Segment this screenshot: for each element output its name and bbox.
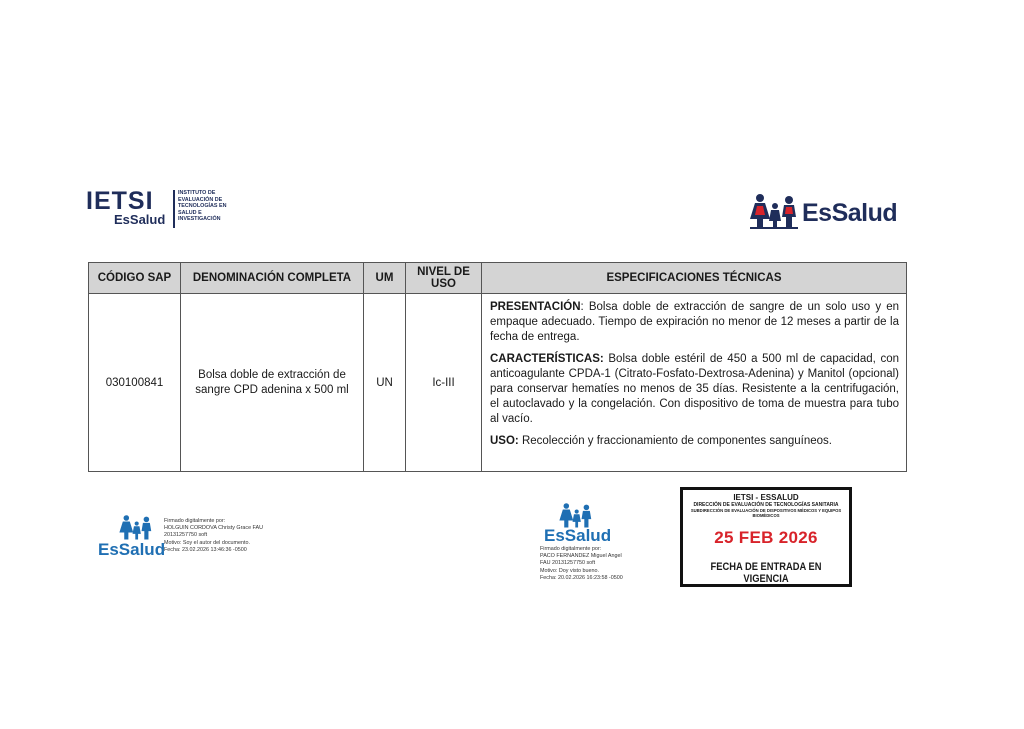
header-nivel: NIVEL DE USO [406,263,482,294]
ietsi-logo-sub: EsSalud [114,212,166,227]
cell-especificaciones [482,294,907,472]
header-denominacion: DENOMINACIÓN COMPLETA [181,263,364,294]
institute-line: SALUD E [178,209,202,216]
signature-line: Fecha: 23.02.2026 13:46:36 -0500 [164,546,247,553]
table-row [89,294,907,472]
cell-um: UN [364,294,406,472]
signature-line: Firmado digitalmente por: [164,518,226,524]
header-especificaciones: ESPECIFICACIONES TÉCNICAS [482,263,907,294]
spec-presentacion-text: : Bolsa doble de extracción de sangre de un solo uso y en empaque adecuado. Tiempo de expiración no menor de 12 meses a partir de la fecha de entrega. [490,301,899,343]
spec-uso-text: Recolección y fraccionamiento de componentes sanguíneos. [518,435,832,447]
stamp-title: IETSI - ESSALUD [733,493,799,502]
signature-line: 20131257750 soft [164,532,208,539]
family-icon [748,193,800,229]
stamp-line2: DIRECCIÓN DE EVALUACIÓN DE TECNOLOGÍAS SANITARIA [693,502,839,508]
spec-uso [490,434,899,449]
family-icon [558,502,594,528]
stamp-caption: FECHA DE ENTRADA EN VIGENCIA [710,561,822,585]
cell-nivel: Ic-III [406,294,482,472]
header-codigo: CÓDIGO SAP [89,263,181,294]
institute-line: TECNOLOGÍAS EN [178,203,227,210]
digital-signature-2 [540,502,650,582]
signature-text [164,518,263,554]
signature-line: FAU 20131257750 soft [540,560,596,567]
spec-uso-label: USO: [490,435,519,447]
stamp-date: 25 FEB 2026 [714,528,818,547]
signature-logo-word: EsSalud [544,526,612,545]
institute-line: EVALUACIÓN DE [178,196,223,203]
institute-line: INSTITUTO DE [178,190,216,196]
cell-denominacion: Bolsa doble de extracción de sangre CPD adenina x 500 ml [181,294,364,472]
spec-caracteristicas [490,352,899,427]
spec-presentacion-label: PRESENTACIÓN [490,301,581,313]
spec-caracteristicas-label: CARACTERÍSTICAS: [490,353,604,365]
cell-codigo: 030100841 [89,294,181,472]
stamp-line3: SUBDIRECCIÓN DE EVALUACIÓN DE DISPOSITIVOS MÉDICOS Y EQUIPOS BIOMÉDICOS [690,508,842,518]
spec-caracteristicas-text: Bolsa doble estéril de 450 a 500 ml de capacidad, con anticoagulante CPDA-1 (Citrato-Fosfato-Dextrosa-Adenina) y Manitol (opcional) para conservar hematíes no menos de 35 días. Resistente a la centrifugación, el autoclavado y la congelación. Con dispositivo de toma de muestra para tubo al vacío. [490,353,899,425]
spec-table [88,262,907,472]
ietsi-logo [86,188,236,230]
logo-divider [173,190,175,228]
table-header-row [89,263,907,294]
institute-line: INVESTIGACIÓN [178,216,221,223]
ietsi-institute-text [178,190,248,223]
header-um: UM [364,263,406,294]
family-icon [118,514,154,540]
signature-logo-word: EsSalud [98,540,166,559]
signature-line: Motivo: Doy visto bueno. [540,567,600,574]
signature-line: Firmado digitalmente por: [540,546,602,552]
essalud-logo [748,193,908,233]
signature-line: PACO FERNANDEZ Miguel Angel [540,553,622,560]
signature-text [540,546,623,582]
signature-line: HOLGUIN CORDOVA Christy Grace FAU [164,525,264,532]
validity-stamp [680,487,852,587]
ietsi-logo-word: IETSI [86,187,154,215]
digital-signature-1 [98,514,288,564]
essalud-logo-word: EsSalud [802,199,898,227]
spec-presentacion [490,300,899,345]
signature-line: Fecha: 20.02.2026 16:23:58 -0500 [540,574,623,581]
signature-line: Motivo: Soy el autor del documento. [164,539,250,546]
